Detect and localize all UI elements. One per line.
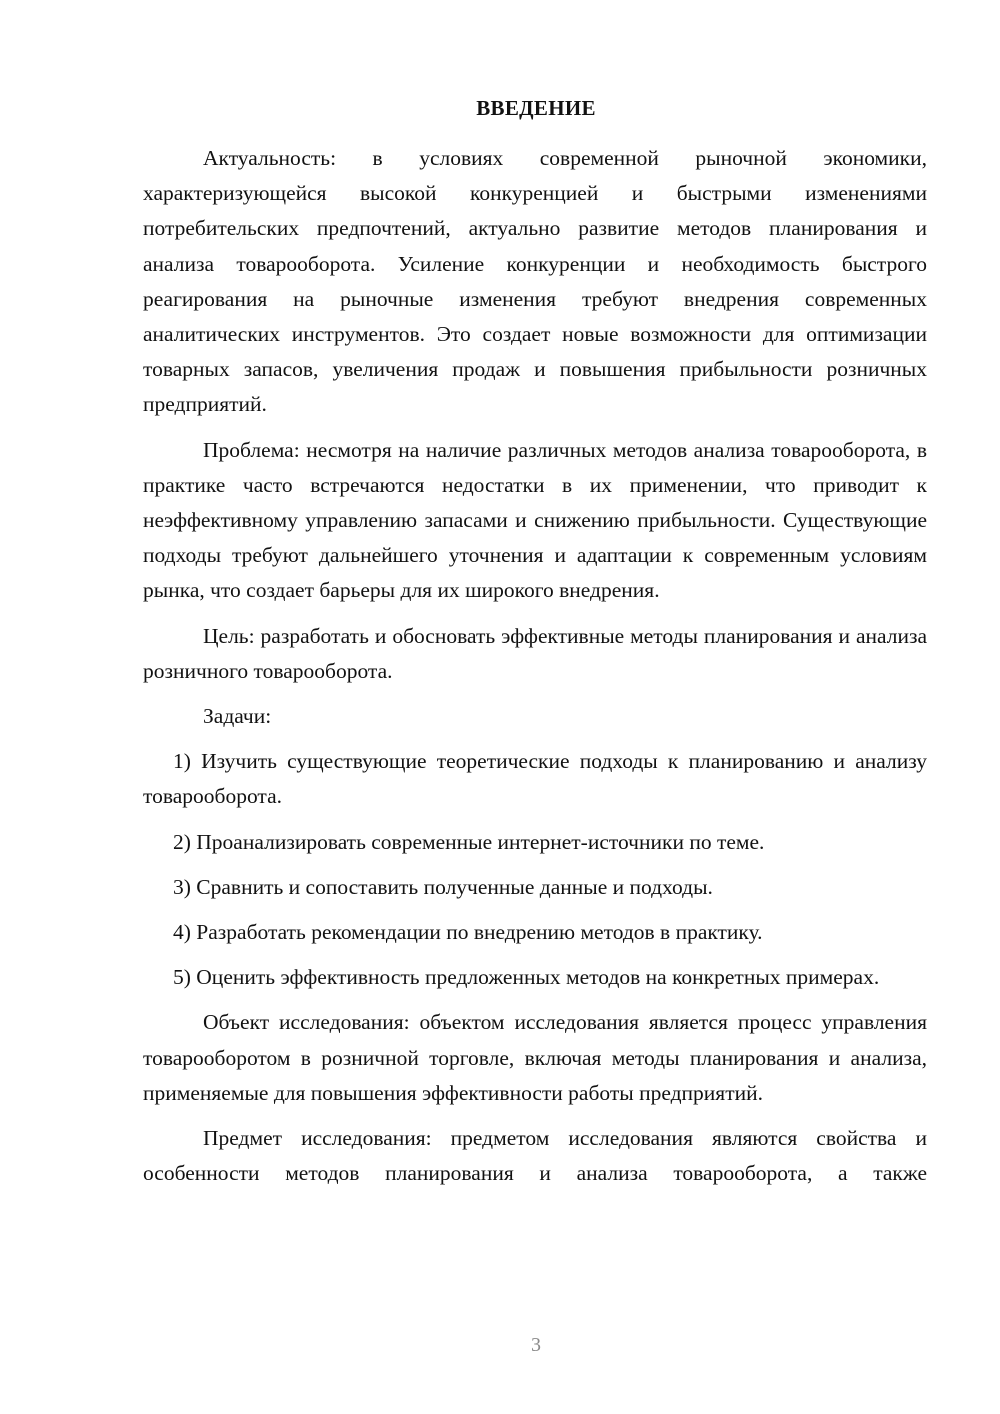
page-number: 3 [531,1334,541,1356]
paragraph-problem: Проблема: несмотря на наличие различных методов анализа товарооборота, в практике часто встречаются недостатки в их применении, что приводит к неэффективному управлению запасами и снижению прибыльности. Существующие подходы требуют дальнейшего уточнения и адаптации к современным условиям рынка, что создает барьеры для их широкого внедрения. [143,437,927,603]
section-heading: ВВЕДЕНИЕ [476,96,596,120]
paragraph-object: Объект исследования: объектом исследования является процесс управления товарооборотом в розничной торговле, включая методы планирования и анализа, применяемые для повышения эффективности работы предприятий. [143,1010,927,1105]
paragraph-tasks-label: Задачи: [203,704,272,729]
paragraph-goal: Цель: разработать и обосновать эффективные методы планирования и анализа розничного товарооборота. [143,623,927,683]
paragraph-relevance: Актуальность: в условиях современной рыночной экономики, характеризующейся высокой конкуренцией и быстрыми изменениями потребительских предпочтений, актуально развитие методов планирования и анализа товарооборота. Усиление конкуренции и необходимость быстрого реагирования на рыночные изменения требуют внедрения современных аналитических инструментов. Это создает новые возможности для оптимизации товарных запасов, увеличения продаж и повышения прибыльности розничных предприятий. [143,146,927,417]
task-item: 1) Изучить существующие теоретические подходы к планированию и анализу товарооборота. [143,749,927,809]
document-body [143,141,927,1191]
task-item: 2) Проанализировать современные интернет-источники по теме. [173,829,765,854]
paragraph-subject: Предмет исследования: предметом исследования являются свойства и особенности методов планирования и анализа товарооборота, а также [143,1126,927,1186]
task-item: 5) Оценить эффективность предложенных методов на конкретных примерах. [173,965,880,990]
task-item: 4) Разработать рекомендации по внедрению методов в практику. [173,920,763,945]
task-item: 3) Сравнить и сопоставить полученные данные и подходы. [173,874,713,899]
